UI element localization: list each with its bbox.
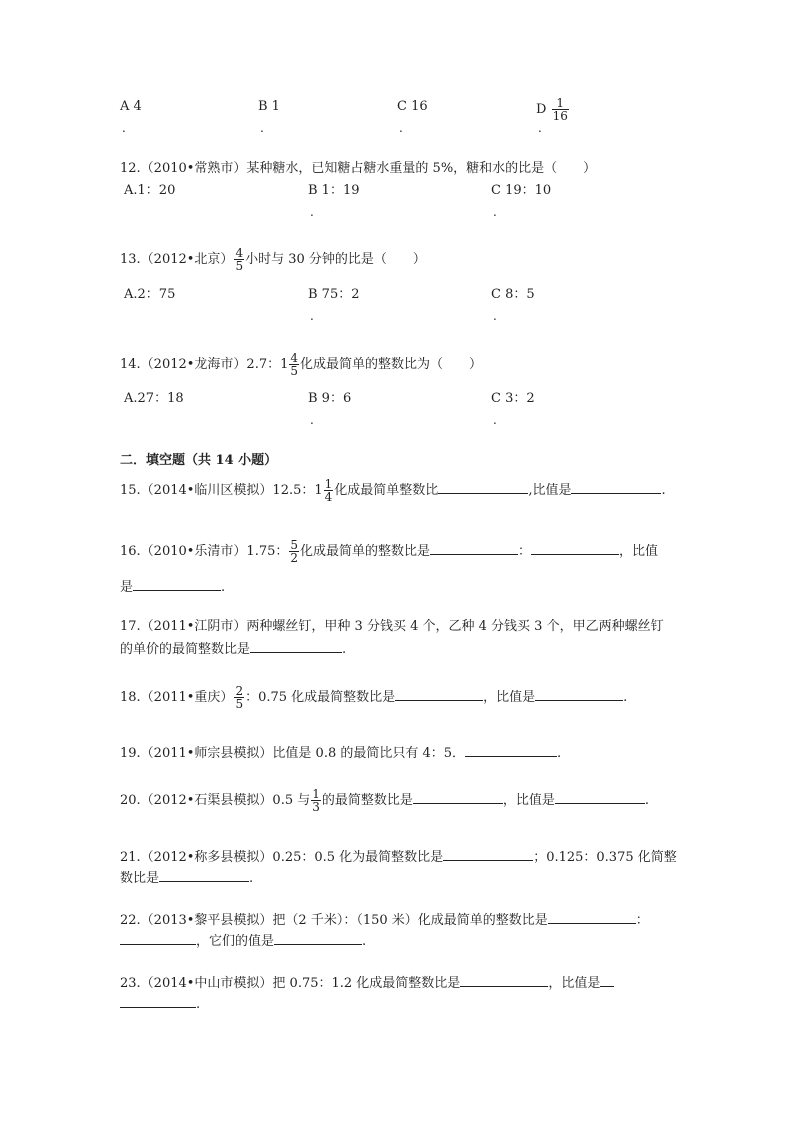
fraction-numerator: 1: [312, 787, 320, 801]
fraction-numerator: 4: [290, 351, 299, 365]
q15-mid2: ,比值是: [528, 483, 572, 498]
fraction-numerator: 5: [290, 538, 299, 552]
q22-answer-blank-3[interactable]: [274, 932, 362, 945]
q13-text: [120, 245, 426, 275]
q23-answer-blank-1[interactable]: [460, 974, 548, 987]
fraction-denominator: 16: [552, 109, 568, 123]
q13-option-c-dot: .: [493, 309, 497, 323]
q15-fraction: [324, 478, 334, 503]
q17-line2-text: 的单价的最简整数比是: [120, 642, 251, 657]
q11-option-b-dot: .: [260, 121, 264, 135]
q12-option-a: A.1：20: [124, 183, 176, 198]
q16-text: [120, 536, 658, 568]
q18-mid: ：0.75 化成最简整数比是: [245, 690, 396, 705]
q23-answer-blank-2-start[interactable]: [600, 974, 614, 987]
q21-line1: [120, 848, 677, 866]
q17-end: .: [342, 642, 347, 657]
q13-option-b-dot: .: [310, 309, 314, 323]
q18-text: [120, 682, 627, 714]
q23-line1-text: 23.（2014•中山市模拟）把 0.75：1.2 化成最简整数比是: [120, 976, 461, 991]
q23-end: .: [196, 997, 201, 1012]
q22-end: .: [362, 934, 367, 949]
q12-text: 12.（2010•常熟市）某种糖水，已知糖占糖水重量的 5%，糖和水的比是（ ）: [120, 161, 597, 176]
q14-prefix: 14.（2012•龙海市）2.7：1: [120, 357, 289, 372]
q22-mid: ，它们的值是: [196, 934, 275, 949]
q15-prefix: 15.（2014•临川区模拟）12.5：1: [120, 483, 323, 498]
q15-end: .: [661, 483, 666, 498]
fraction-denominator: 5: [290, 364, 299, 378]
q20-mid: 的最简整数比是: [321, 793, 413, 808]
q11-option-d-fraction: [552, 97, 569, 122]
q20-answer-blank-2[interactable]: [555, 791, 645, 804]
q14-suffix: 化成最简单的整数比为（ ）: [300, 357, 483, 372]
q19-end: .: [557, 746, 562, 761]
q17-line2: [120, 640, 346, 658]
q16-mid: 化成最简单的整数比是: [300, 544, 431, 559]
q21-end: .: [249, 871, 254, 886]
q20-mid2: ，比值是: [502, 793, 555, 808]
q23-line2: [120, 995, 200, 1013]
q20-prefix: 20.（2012•石渠县模拟）0.5 与: [120, 793, 311, 808]
q13-fraction: [234, 247, 244, 272]
q22-line1-text: 22.（2013•黎平县模拟）把（2 千米）：（150 米）化成最简单的整数比是: [120, 913, 548, 928]
fraction-denominator: 3: [312, 800, 320, 814]
q12-option-c: C 19：10: [491, 183, 552, 198]
q11-option-d-label: D: [536, 102, 547, 117]
q22-colon: ：: [635, 913, 649, 928]
q19-text: [120, 744, 561, 762]
q13-option-c: C 8：5: [491, 287, 535, 302]
q15-answer-blank-2[interactable]: [571, 481, 661, 494]
q16-line2-text: 是: [120, 580, 134, 595]
q21-mid: ；0.125：0.375 化简整: [533, 850, 677, 865]
q15-text: [120, 475, 666, 507]
q13-prefix: 13.（2012•北京）: [120, 252, 234, 267]
q13-option-a: A.2：75: [124, 287, 176, 302]
q21-line2: [120, 869, 253, 887]
q18-end: .: [623, 690, 628, 705]
fraction-denominator: 5: [235, 697, 244, 711]
q16-answer-blank-3[interactable]: [133, 578, 221, 591]
q18-answer-blank-2[interactable]: [535, 688, 623, 701]
q21-line1-text: 21.（2012•称多县模拟）0.25：0.5 化为最简整数比是: [120, 850, 444, 865]
q11-option-d-dot: .: [538, 121, 542, 135]
q18-fraction: [234, 685, 244, 710]
fraction-numerator: 1: [556, 96, 565, 110]
q16-end: .: [221, 580, 226, 595]
q20-fraction: [311, 788, 321, 813]
q16-answer-blank-1[interactable]: [430, 542, 518, 555]
q18-answer-blank-1[interactable]: [395, 688, 483, 701]
q22-answer-blank-1[interactable]: [548, 911, 636, 924]
fraction-denominator: 5: [235, 259, 244, 273]
q14-option-b-dot: .: [310, 413, 314, 427]
fraction-numerator: 4: [235, 246, 244, 260]
fraction-numerator: 2: [235, 684, 244, 698]
q23-answer-blank-2[interactable]: [120, 995, 196, 1008]
q21-answer-blank-1[interactable]: [443, 848, 533, 861]
q13-suffix: 小时与 30 分钟的比是（ ）: [245, 252, 426, 267]
fraction-denominator: 4: [324, 490, 333, 504]
q17-answer-blank[interactable]: [250, 640, 342, 653]
q21-line2-text: 数比是: [120, 871, 160, 886]
q21-answer-blank-2[interactable]: [159, 869, 249, 882]
q14-option-a: A.27：18: [124, 391, 184, 406]
fraction-numerator: 1: [324, 477, 333, 491]
q22-line2: [120, 932, 366, 950]
q16-line2: [120, 578, 225, 596]
section-heading-fill-in: 二．填空题（共 14 小题）: [120, 453, 278, 468]
q23-line1: [120, 974, 614, 992]
q16-tail: ，比值: [619, 544, 659, 559]
q11-option-c: C 16: [397, 99, 428, 114]
q20-text: [120, 785, 649, 817]
q16-fraction: [289, 539, 299, 564]
fraction-denominator: 2: [290, 551, 299, 565]
q23-mid: ，比值是: [548, 976, 601, 991]
q14-option-b: B 9：6: [308, 391, 352, 406]
q14-fraction: [289, 352, 299, 377]
q16-colon: ：: [518, 544, 532, 559]
q11-option-a-dot: .: [122, 121, 126, 135]
q11-option-c-dot: .: [399, 121, 403, 135]
q16-answer-blank-2[interactable]: [531, 542, 619, 555]
q14-option-c: C 3：2: [491, 391, 535, 406]
q12-option-b: B 1：19: [308, 183, 360, 198]
q20-end: .: [644, 793, 650, 808]
q11-option-a: A 4: [120, 99, 142, 114]
q22-line1: [120, 911, 649, 929]
q13-option-b: B 75：2: [308, 287, 360, 302]
q14-option-c-dot: .: [493, 413, 497, 427]
q22-answer-blank-2[interactable]: [120, 932, 196, 945]
q19-answer-blank[interactable]: [465, 744, 557, 757]
q15-mid: 化成最简单整数比: [334, 483, 439, 498]
q20-answer-blank-1[interactable]: [413, 791, 503, 804]
q19-text-body: 19.（2011•师宗县模拟）比值是 0.8 的最简比只有 4：5．: [120, 746, 466, 761]
q12-option-c-dot: .: [493, 205, 497, 219]
q17-line1: 17.（2011•江阴市）两种螺丝钉，甲种 3 分钱买 4 个，乙种 4 分钱买 3 个，甲乙两种螺丝钉: [120, 619, 664, 634]
q11-option-d: [536, 97, 570, 122]
q18-mid2: ，比值是: [483, 690, 536, 705]
q15-answer-blank-1[interactable]: [438, 481, 528, 494]
q14-text: [120, 350, 482, 380]
q12-option-b-dot: .: [310, 205, 314, 219]
q16-prefix: 16.（2010•乐清市）1.75：: [120, 544, 289, 559]
q18-prefix: 18.（2011•重庆）: [120, 690, 234, 705]
q11-option-b: B 1: [258, 99, 280, 114]
